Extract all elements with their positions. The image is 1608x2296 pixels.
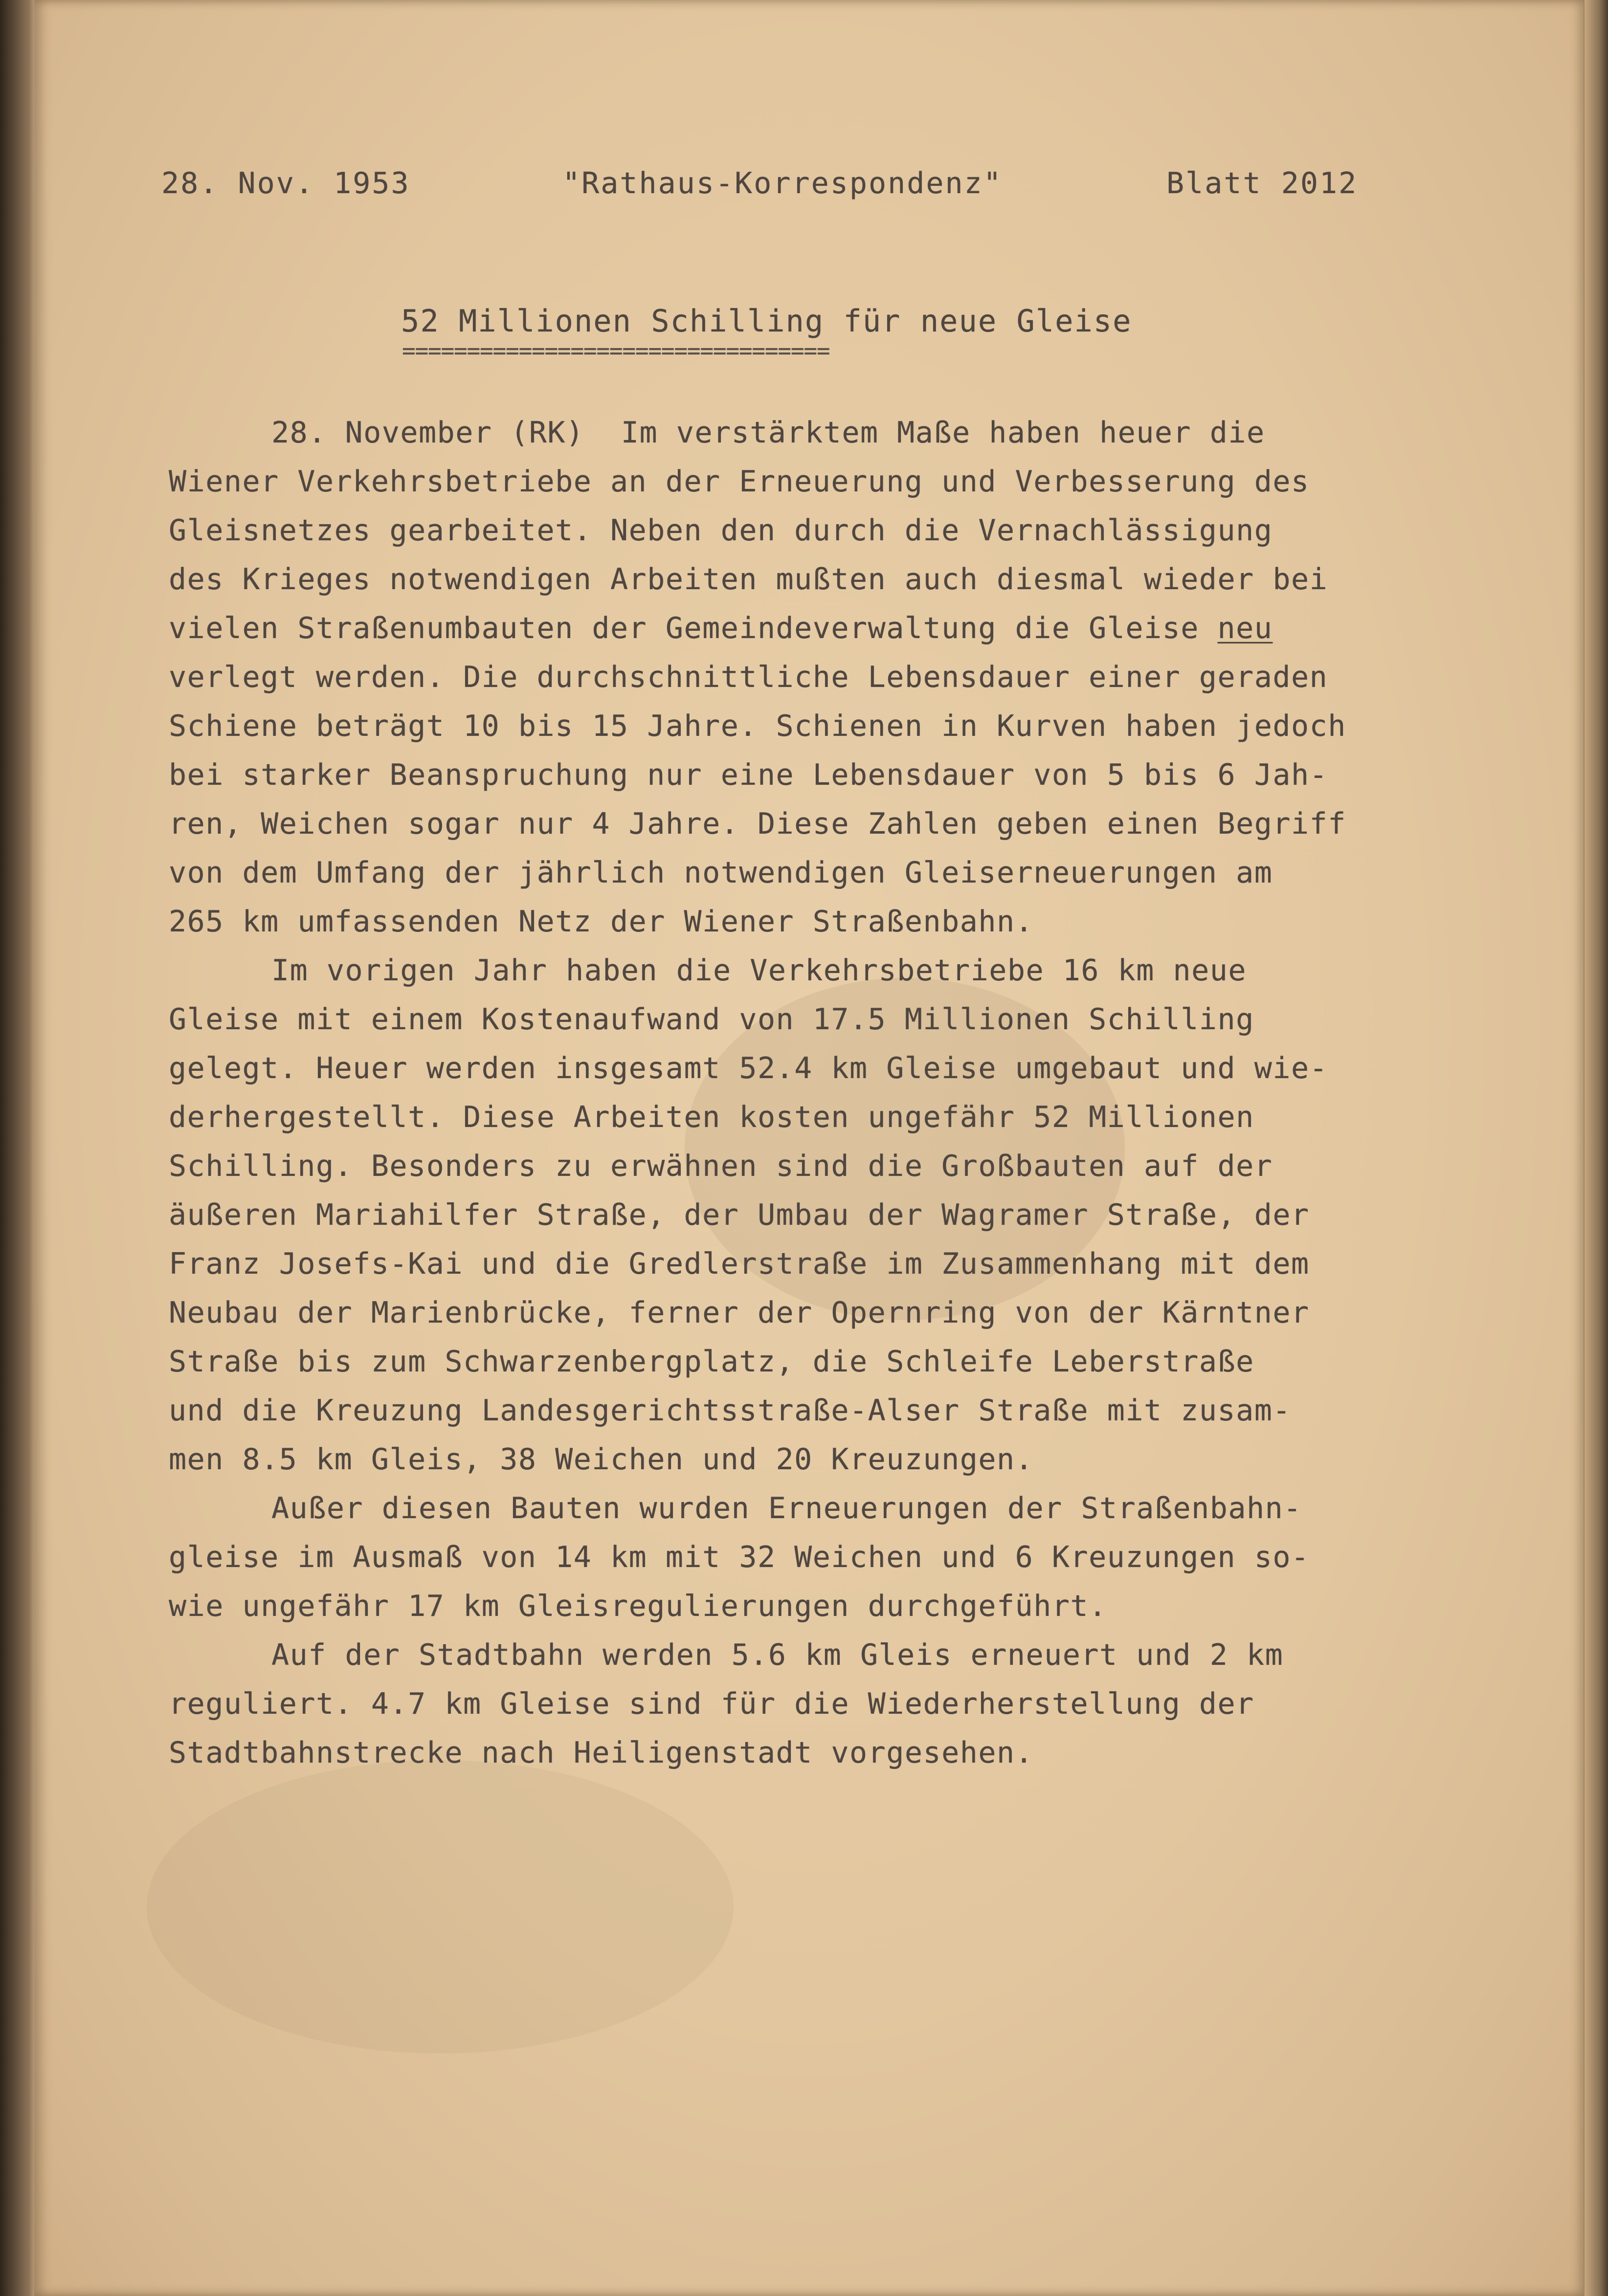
body-line: Gleisnetzes gearbeitet. Neben den durch die Vernachlässigung bbox=[169, 513, 1273, 548]
body-line: Außer diesen Bauten wurden Erneuerungen der Straßenbahn- bbox=[271, 1491, 1302, 1525]
body-line: bei starker Beanspruchung nur eine Lebensdauer von 5 bis 6 Jah- bbox=[169, 758, 1328, 792]
body-line: men 8.5 km Gleis, 38 Weichen und 20 Kreuzungen. bbox=[169, 1442, 1034, 1477]
header-publication: "Rathaus-Korrespondenz" bbox=[562, 166, 1003, 200]
body-line: äußeren Mariahilfer Straße, der Umbau der Wagramer Straße, der bbox=[169, 1198, 1310, 1232]
body-line: ren, Weichen sogar nur 4 Jahre. Diese Zahlen geben einen Begriff bbox=[169, 807, 1346, 841]
body-line: gelegt. Heuer werden insgesamt 52.4 km Gleise umgebaut und wie- bbox=[169, 1051, 1328, 1085]
body-line: verlegt werden. Die durchschnittliche Lebensdauer einer geraden bbox=[169, 660, 1328, 694]
body-line: Schilling. Besonders zu erwähnen sind die Großbauten auf der bbox=[169, 1149, 1273, 1183]
body-line: Auf der Stadtbahn werden 5.6 km Gleis erneuert und 2 km bbox=[271, 1638, 1284, 1672]
body-line bbox=[169, 611, 1273, 645]
header-date: 28. Nov. 1953 bbox=[161, 166, 410, 200]
body-line: Wiener Verkehrsbetriebe an der Erneuerung und Verbesserung des bbox=[169, 464, 1310, 499]
body-line: gleise im Ausmaß von 14 km mit 32 Weichen und 6 Kreuzungen so- bbox=[169, 1540, 1310, 1574]
body-line: derhergestellt. Diese Arbeiten kosten ungefähr 52 Millionen bbox=[169, 1100, 1254, 1134]
body-line: Franz Josefs-Kai und die Gredlerstraße im Zusammenhang mit dem bbox=[169, 1247, 1310, 1281]
body-line: 265 km umfassenden Netz der Wiener Straßenbahn. bbox=[169, 905, 1034, 939]
body-line-text: vielen Straßenumbauten der Gemeindeverwaltung die Gleise bbox=[169, 611, 1218, 645]
title-double-underline: ================================= bbox=[402, 337, 830, 364]
body-line: Straße bis zum Schwarzenbergplatz, die Schleife Leberstraße bbox=[169, 1345, 1254, 1379]
page-edge bbox=[1585, 0, 1608, 2296]
body-line: des Krieges notwendigen Arbeiten mußten auch diesmal wieder bei bbox=[169, 562, 1328, 596]
body-line: von dem Umfang der jährlich notwendigen Gleiserneuerungen am bbox=[169, 856, 1273, 890]
body-line: 28. November (RK) Im verstärktem Maße haben heuer die bbox=[271, 416, 1265, 450]
body-line: Im vorigen Jahr haben die Verkehrsbetriebe 16 km neue bbox=[271, 953, 1247, 988]
body-line: Stadtbahnstrecke nach Heiligenstadt vorgesehen. bbox=[169, 1736, 1034, 1770]
paper-stain bbox=[147, 1760, 734, 2053]
body-line: wie ungefähr 17 km Gleisregulierungen durchgeführt. bbox=[169, 1589, 1107, 1623]
underlined-word: neu bbox=[1217, 611, 1273, 645]
body-line: Schiene beträgt 10 bis 15 Jahre. Schienen in Kurven haben jedoch bbox=[169, 709, 1346, 743]
body-line: und die Kreuzung Landesgerichtsstraße-Alser Straße mit zusam- bbox=[169, 1393, 1292, 1428]
body-line: Neubau der Marienbrücke, ferner der Opernring von der Kärntner bbox=[169, 1296, 1310, 1330]
body-line: Gleise mit einem Kostenaufwand von 17.5 Millionen Schilling bbox=[169, 1002, 1254, 1037]
article-title: 52 Millionen Schilling für neue Gleise bbox=[401, 303, 1132, 339]
header-sheet-number: Blatt 2012 bbox=[1166, 166, 1358, 200]
body-line: reguliert. 4.7 km Gleise sind für die Wiederherstellung der bbox=[169, 1687, 1254, 1721]
book-binding bbox=[0, 0, 34, 2296]
